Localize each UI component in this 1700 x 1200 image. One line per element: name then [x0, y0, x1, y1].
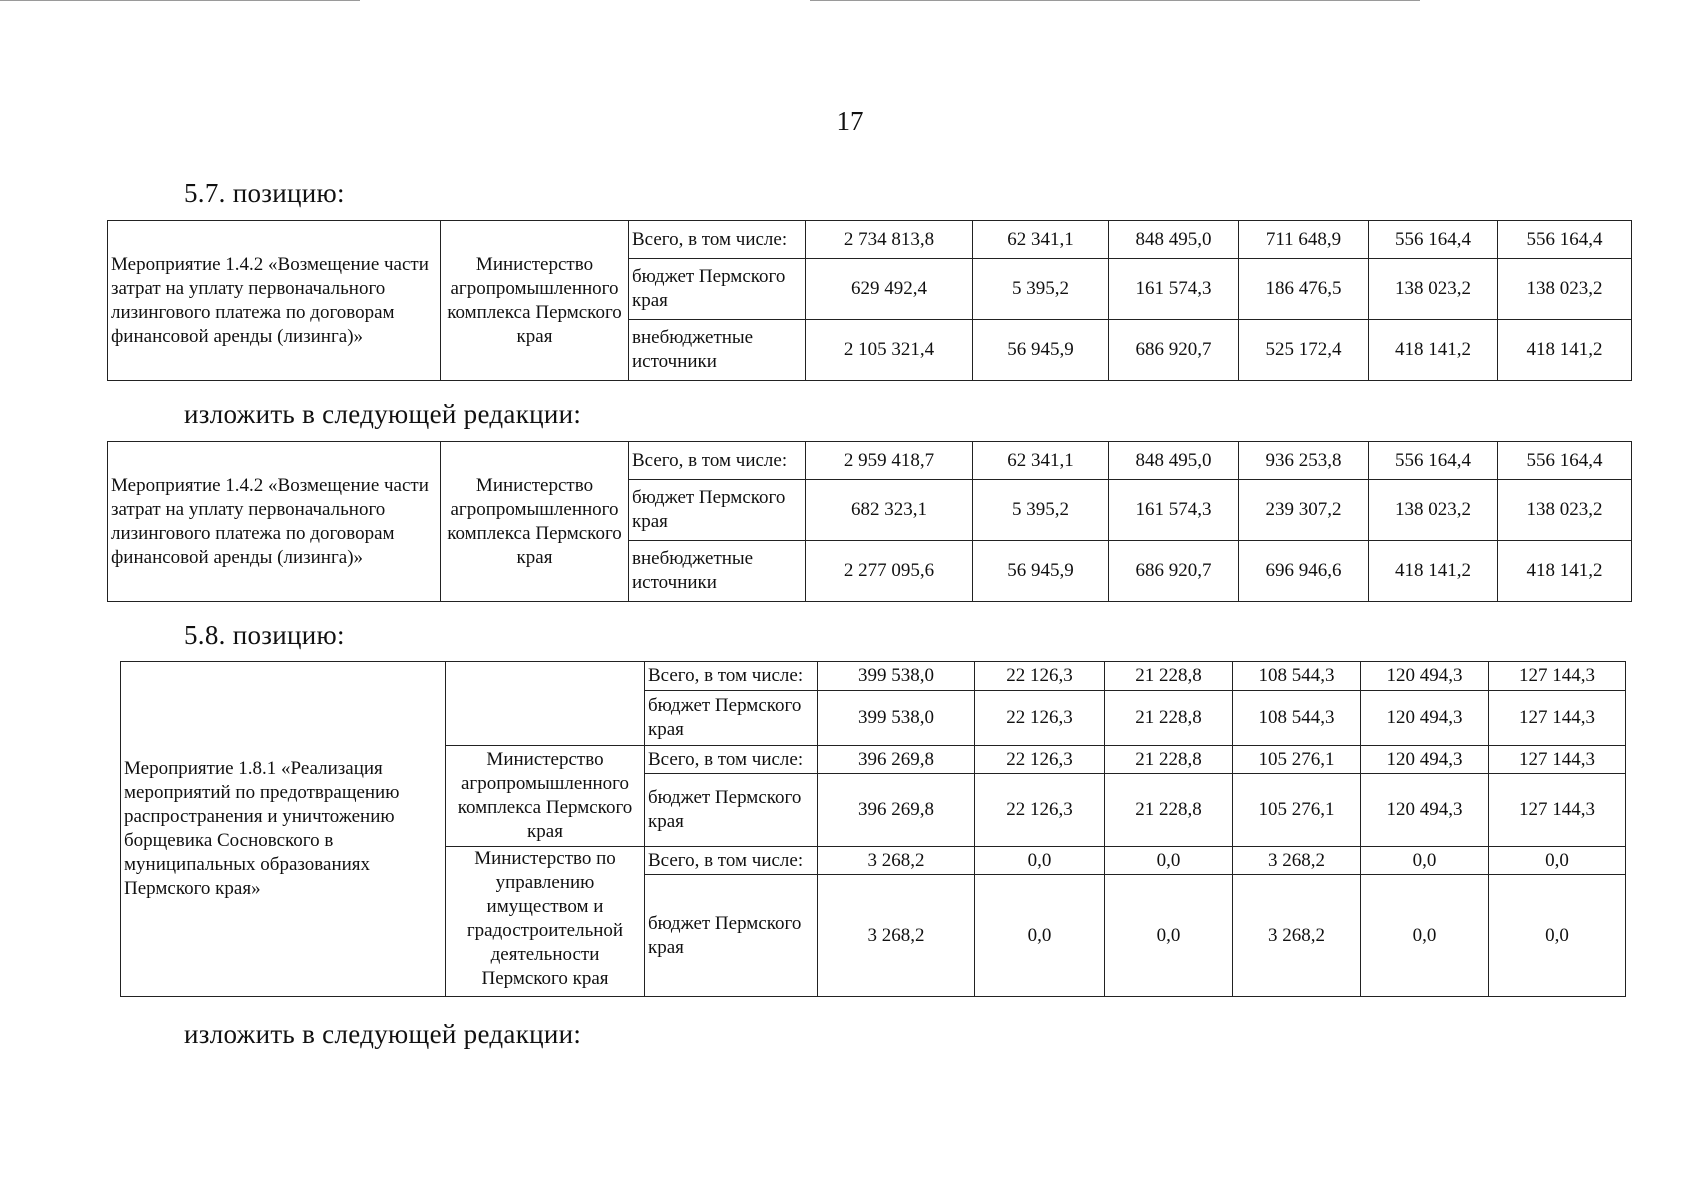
table-5-7-old — [107, 220, 1632, 381]
scan-artifact-line — [810, 0, 1420, 1]
source-label: внебюджетные источники — [629, 541, 806, 602]
value-cell: 848 495,0 — [1109, 442, 1239, 480]
value-cell: 120 494,3 — [1361, 774, 1489, 847]
value-cell: 686 920,7 — [1109, 320, 1239, 381]
value-cell: 138 023,2 — [1369, 480, 1498, 541]
value-cell: 682 323,1 — [806, 480, 973, 541]
source-label: Всего, в том числе: — [645, 746, 818, 774]
value-cell: 22 126,3 — [975, 662, 1105, 691]
value-cell: 56 945,9 — [973, 320, 1109, 381]
value-cell: 848 495,0 — [1109, 221, 1239, 259]
value-cell: 22 126,3 — [975, 774, 1105, 847]
table-5-7-new — [107, 441, 1632, 602]
value-cell: 3 268,2 — [1233, 847, 1361, 875]
value-cell: 120 494,3 — [1361, 691, 1489, 746]
value-cell: 186 476,5 — [1239, 259, 1369, 320]
source-label: бюджет Пермского края — [629, 480, 806, 541]
value-cell: 108 544,3 — [1233, 691, 1361, 746]
value-cell: 686 920,7 — [1109, 541, 1239, 602]
value-cell: 396 269,8 — [818, 746, 975, 774]
source-label: Всего, в том числе: — [645, 847, 818, 875]
section-5-7-new-heading: изложить в следующей редакции: — [184, 399, 582, 429]
source-label: бюджет Пермского края — [645, 691, 818, 746]
executor-name: Министерство по управлению имуществом и градостроительной деятельности Пермского края — [446, 847, 645, 997]
value-cell: 2 959 418,7 — [806, 442, 973, 480]
section-5-8-heading: 5.8. позицию: — [184, 620, 345, 650]
source-label: бюджет Пермского края — [645, 774, 818, 847]
value-cell: 418 141,2 — [1369, 541, 1498, 602]
value-cell: 21 228,8 — [1105, 691, 1233, 746]
value-cell: 127 144,3 — [1489, 662, 1626, 691]
value-cell: 105 276,1 — [1233, 774, 1361, 847]
value-cell: 22 126,3 — [975, 691, 1105, 746]
value-cell: 21 228,8 — [1105, 746, 1233, 774]
value-cell: 0,0 — [975, 875, 1105, 997]
value-cell: 5 395,2 — [973, 480, 1109, 541]
source-label: Всего, в том числе: — [629, 221, 806, 259]
value-cell: 138 023,2 — [1498, 480, 1632, 541]
executor-name: Министерство агропромышленного комплекса Пермского края — [446, 746, 645, 847]
value-cell: 105 276,1 — [1233, 746, 1361, 774]
value-cell: 2 277 095,6 — [806, 541, 973, 602]
value-cell: 556 164,4 — [1498, 221, 1632, 259]
value-cell: 556 164,4 — [1369, 442, 1498, 480]
page-number: 17 — [836, 106, 864, 136]
value-cell: 418 141,2 — [1498, 541, 1632, 602]
measure-title: Мероприятие 1.8.1 «Реализация мероприятий по предотвращению распространения и уничтожению борщевика Сосновского в муниципальных образованиях Пермского края» — [121, 662, 446, 997]
table-row — [108, 221, 1632, 259]
table-5-8-old — [120, 661, 1626, 997]
measure-title: Мероприятие 1.4.2 «Возмещение части затрат на уплату первоначального лизингового платежа по договорам финансовой аренды (лизинга)» — [108, 442, 441, 602]
value-cell: 556 164,4 — [1369, 221, 1498, 259]
section-5-7-heading: 5.7. позицию: — [184, 178, 345, 208]
executor-name: Министерство агропромышленного комплекса Пермского края — [441, 442, 629, 602]
value-cell: 120 494,3 — [1361, 746, 1489, 774]
value-cell: 5 395,2 — [973, 259, 1109, 320]
value-cell: 0,0 — [975, 847, 1105, 875]
value-cell: 21 228,8 — [1105, 662, 1233, 691]
value-cell: 936 253,8 — [1239, 442, 1369, 480]
value-cell: 696 946,6 — [1239, 541, 1369, 602]
value-cell: 0,0 — [1105, 875, 1233, 997]
value-cell: 56 945,9 — [973, 541, 1109, 602]
value-cell: 399 538,0 — [818, 691, 975, 746]
table-row — [108, 442, 1632, 480]
value-cell: 138 023,2 — [1369, 259, 1498, 320]
value-cell: 127 144,3 — [1489, 691, 1626, 746]
source-label: бюджет Пермского края — [645, 875, 818, 997]
value-cell: 2 734 813,8 — [806, 221, 973, 259]
value-cell: 127 144,3 — [1489, 746, 1626, 774]
value-cell: 161 574,3 — [1109, 259, 1239, 320]
value-cell: 138 023,2 — [1498, 259, 1632, 320]
value-cell: 22 126,3 — [975, 746, 1105, 774]
value-cell: 3 268,2 — [818, 875, 975, 997]
value-cell: 0,0 — [1361, 847, 1489, 875]
scan-artifact-line — [0, 0, 360, 1]
value-cell: 161 574,3 — [1109, 480, 1239, 541]
value-cell: 120 494,3 — [1361, 662, 1489, 691]
source-label: бюджет Пермского края — [629, 259, 806, 320]
source-label: Всего, в том числе: — [629, 442, 806, 480]
value-cell: 62 341,1 — [973, 221, 1109, 259]
source-label: Всего, в том числе: — [645, 662, 818, 691]
value-cell: 0,0 — [1489, 847, 1626, 875]
value-cell: 21 228,8 — [1105, 774, 1233, 847]
value-cell: 629 492,4 — [806, 259, 973, 320]
value-cell: 2 105 321,4 — [806, 320, 973, 381]
section-5-8-new-heading: изложить в следующей редакции: — [184, 1019, 582, 1049]
executor-name — [446, 662, 645, 746]
value-cell: 556 164,4 — [1498, 442, 1632, 480]
value-cell: 239 307,2 — [1239, 480, 1369, 541]
value-cell: 3 268,2 — [818, 847, 975, 875]
executor-name: Министерство агропромышленного комплекса Пермского края — [441, 221, 629, 381]
value-cell: 418 141,2 — [1498, 320, 1632, 381]
value-cell: 525 172,4 — [1239, 320, 1369, 381]
value-cell: 0,0 — [1105, 847, 1233, 875]
value-cell: 0,0 — [1361, 875, 1489, 997]
value-cell: 0,0 — [1489, 875, 1626, 997]
value-cell: 127 144,3 — [1489, 774, 1626, 847]
value-cell: 711 648,9 — [1239, 221, 1369, 259]
value-cell: 3 268,2 — [1233, 875, 1361, 997]
value-cell: 108 544,3 — [1233, 662, 1361, 691]
table-row — [121, 662, 1626, 691]
value-cell: 396 269,8 — [818, 774, 975, 847]
source-label: внебюджетные источники — [629, 320, 806, 381]
value-cell: 62 341,1 — [973, 442, 1109, 480]
measure-title: Мероприятие 1.4.2 «Возмещение части затрат на уплату первоначального лизингового платежа по договорам финансовой аренды (лизинга)» — [108, 221, 441, 381]
value-cell: 399 538,0 — [818, 662, 975, 691]
value-cell: 418 141,2 — [1369, 320, 1498, 381]
